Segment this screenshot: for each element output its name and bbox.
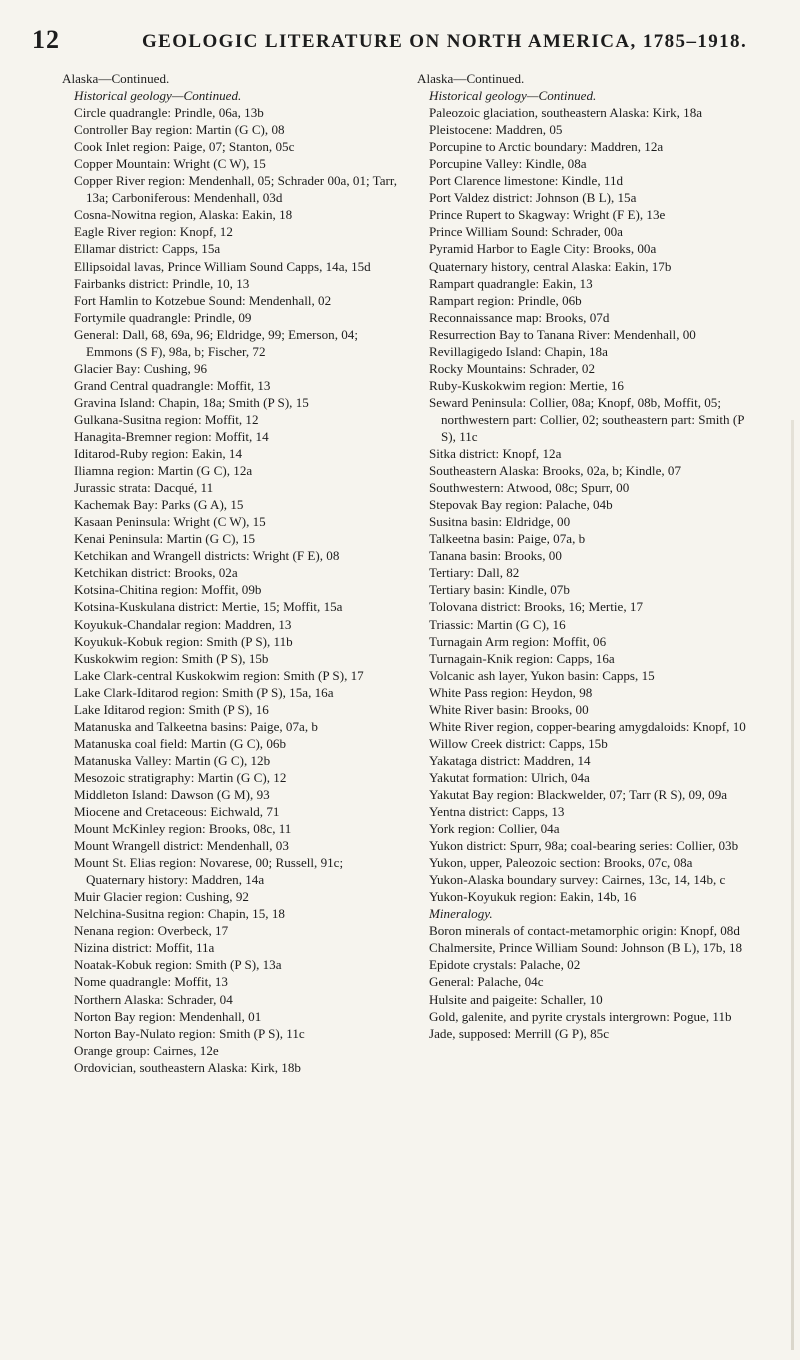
- index-entry: Cook Inlet region: Paige, 07; Stanton, 05c: [74, 139, 295, 155]
- index-entry: Northern Alaska: Schrader, 04: [74, 991, 233, 1007]
- index-entry: Susitna basin: Eldridge, 00: [429, 514, 571, 530]
- index-entry: Orange group: Cairnes, 12e: [74, 1042, 219, 1058]
- index-entry: Ordovician, southeastern Alaska: Kirk, 18b: [74, 1059, 301, 1075]
- index-entry: Tertiary: Dall, 82: [429, 565, 520, 581]
- subsection-heading: Historical geology—Continued.: [74, 88, 242, 104]
- index-entry: Mount Wrangell district: Mendenhall, 03: [74, 838, 289, 854]
- index-entry: Yentna district: Capps, 13: [429, 804, 565, 820]
- index-entry: Kuskokwim region: Smith (P S), 15b: [74, 650, 269, 666]
- index-entry: Paleozoic glaciation, southeastern Alaska: Kirk, 18a: [429, 105, 703, 121]
- index-entry: Volcanic ash layer, Yukon basin: Capps, 15: [429, 667, 655, 683]
- right-column: [417, 70, 765, 1042]
- index-entry: Circle quadrangle: Prindle, 06a, 13b: [74, 105, 264, 121]
- index-entry: Yakutat formation: Ulrich, 04a: [429, 769, 590, 785]
- index-entry: Boron minerals of contact-metamorphic origin: Knopf, 08d: [429, 923, 740, 939]
- subsection-heading: Mineralogy.: [429, 906, 493, 922]
- index-entry: Ellipsoidal lavas, Prince William Sound Capps, 14a, 15d: [74, 258, 371, 274]
- index-entry: Lake Clark-central Kuskokwim region: Smith (P S), 17: [74, 667, 364, 683]
- index-entry: Nome quadrangle: Moffit, 13: [74, 974, 228, 990]
- section-heading: Alaska—Continued.: [62, 71, 170, 86]
- index-entry: Lake Iditarod region: Smith (P S), 16: [74, 701, 269, 717]
- section-heading: Alaska—Continued.: [417, 71, 525, 86]
- subsection-heading: Historical geology—Continued.: [429, 88, 597, 104]
- index-entry: Pleistocene: Maddren, 05: [429, 122, 563, 138]
- index-entry: Tertiary basin: Kindle, 07b: [429, 582, 570, 598]
- index-entry: Nelchina-Susitna region: Chapin, 15, 18: [74, 906, 285, 922]
- index-entry: Koyukuk-Chandalar region: Maddren, 13: [74, 616, 292, 632]
- index-entry: Nizina district: Moffit, 11a: [74, 940, 215, 956]
- index-entry: Reconnaissance map: Brooks, 07d: [429, 309, 610, 325]
- index-entry: Controller Bay region: Martin (G C), 08: [74, 122, 285, 138]
- index-entry: Turnagain-Knik region: Capps, 16a: [429, 650, 615, 666]
- index-entry: Gold, galenite, and pyrite crystals intergrown: Pogue, 11b: [429, 1008, 732, 1024]
- index-entry: Yukon-Alaska boundary survey: Cairnes, 13c, 14, 14b, c: [429, 872, 726, 888]
- index-entry: Matanuska and Talkeetna basins: Paige, 07a, b: [74, 718, 318, 734]
- index-entry: Koyukuk-Kobuk region: Smith (P S), 11b: [74, 633, 293, 649]
- entry-list: [417, 922, 765, 1041]
- index-entry: Rampart region: Prindle, 06b: [429, 292, 582, 308]
- index-entry: Kotsina-Chitina region: Moffit, 09b: [74, 582, 262, 598]
- index-entry: Rocky Mountains: Schrader, 02: [429, 360, 596, 376]
- page-edge-shadow: [791, 420, 794, 1350]
- index-entry: Ketchikan district: Brooks, 02a: [74, 565, 238, 581]
- index-entry: Tanana basin: Brooks, 00: [429, 548, 562, 564]
- left-column: [62, 70, 402, 1076]
- index-entry: Turnagain Arm region: Moffit, 06: [429, 633, 607, 649]
- index-entry: Sitka district: Knopf, 12a: [429, 446, 562, 462]
- index-entry: Fairbanks district: Prindle, 10, 13: [74, 275, 250, 291]
- index-entry: Port Clarence limestone: Kindle, 11d: [429, 173, 624, 189]
- index-entry: Porcupine to Arctic boundary: Maddren, 12a: [429, 139, 664, 155]
- index-entry: Gravina Island: Chapin, 18a; Smith (P S), 15: [74, 394, 309, 410]
- index-entry: Matanuska coal field: Martin (G C), 06b: [74, 735, 286, 751]
- index-entry: Norton Bay region: Mendenhall, 01: [74, 1008, 262, 1024]
- index-entry: Yukon district: Spurr, 98a; coal-bearing series: Collier, 03b: [429, 838, 739, 854]
- index-entry: Iditarod-Ruby region: Eakin, 14: [74, 446, 243, 462]
- index-entry: Yakutat Bay region: Blackwelder, 07; Tarr (R S), 09, 09a: [429, 786, 728, 802]
- index-entry: Copper Mountain: Wright (C W), 15: [74, 156, 266, 172]
- running-title: GEOLOGIC LITERATURE ON NORTH AMERICA, 1785–1918.: [142, 31, 748, 52]
- entry-list: [417, 104, 765, 905]
- index-entry: White River region, copper-bearing amygdaloids: Knopf, 10: [429, 718, 746, 734]
- index-entry: Triassic: Martin (G C), 16: [429, 616, 566, 632]
- index-entry: Iliamna region: Martin (G C), 12a: [74, 463, 253, 479]
- index-entry: Quaternary history, central Alaska: Eakin, 17b: [429, 258, 672, 274]
- index-entry: Resurrection Bay to Tanana River: Mendenhall, 00: [429, 326, 696, 342]
- index-entry: Port Valdez district: Johnson (B L), 15a: [429, 190, 637, 206]
- index-entry: Cosna-Nowitna region, Alaska: Eakin, 18: [74, 207, 293, 223]
- index-entry: Willow Creek district: Capps, 15b: [429, 735, 608, 751]
- index-entry: General: Palache, 04c: [429, 974, 544, 990]
- index-entry: Yakataga district: Maddren, 14: [429, 752, 591, 768]
- index-entry: Ketchikan and Wrangell districts: Wright (F E), 08: [74, 548, 340, 564]
- index-entry: York region: Collier, 04a: [429, 821, 560, 837]
- index-entry: Hulsite and paigeite: Schaller, 10: [429, 991, 603, 1007]
- index-entry: Noatak-Kobuk region: Smith (P S), 13a: [74, 957, 282, 973]
- index-entry: Prince William Sound: Schrader, 00a: [429, 224, 623, 240]
- index-entry: Muir Glacier region: Cushing, 92: [74, 889, 249, 905]
- index-entry: White River basin: Brooks, 00: [429, 701, 589, 717]
- index-entry: Jade, supposed: Merrill (G P), 85c: [429, 1025, 610, 1041]
- page-number: 12: [32, 25, 60, 54]
- index-entry: Matanuska Valley: Martin (G C), 12b: [74, 752, 271, 768]
- index-entry: Ellamar district: Capps, 15a: [74, 241, 221, 257]
- index-entry: Grand Central quadrangle: Moffit, 13: [74, 377, 271, 393]
- entry-list: [62, 104, 402, 1076]
- index-entry: Yukon-Koyukuk region: Eakin, 14b, 16: [429, 889, 637, 905]
- index-entry: Revillagigedo Island: Chapin, 18a: [429, 343, 608, 359]
- index-entry: Kasaan Peninsula: Wright (C W), 15: [74, 514, 266, 530]
- index-entry: Porcupine Valley: Kindle, 08a: [429, 156, 587, 172]
- index-entry: Kotsina-Kuskulana district: Mertie, 15; Moffit, 15a: [74, 599, 343, 615]
- index-entry: Southwestern: Atwood, 08c; Spurr, 00: [429, 480, 630, 496]
- index-entry: Miocene and Cretaceous: Eichwald, 71: [74, 804, 280, 820]
- index-entry: Copper River region: Mendenhall, 05; Schrader 00a, 01; Tarr, 13a; Carboniferous: Mendenhall, 03d: [74, 173, 398, 206]
- index-entry: Nenana region: Overbeck, 17: [74, 923, 229, 939]
- index-entry: Middleton Island: Dawson (G M), 93: [74, 786, 270, 802]
- index-entry: Kenai Peninsula: Martin (G C), 15: [74, 531, 256, 547]
- index-entry: Prince Rupert to Skagway: Wright (F E), 13e: [429, 207, 666, 223]
- index-entry: Mesozoic stratigraphy: Martin (G C), 12: [74, 769, 287, 785]
- index-entry: Yukon, upper, Paleozoic section: Brooks, 07c, 08a: [429, 855, 693, 871]
- index-entry: Chalmersite, Prince William Sound: Johnson (B L), 17b, 18: [429, 940, 743, 956]
- index-entry: Mount St. Elias region: Novarese, 00; Russell, 91c; Quaternary history: Maddren, 14a: [74, 855, 344, 888]
- index-entry: Seward Peninsula: Collier, 08a; Knopf, 08b, Moffit, 05; northwestern part: Collier, 02; southeastern part: Smith (P S), 11c: [429, 394, 745, 444]
- index-entry: Norton Bay-Nulato region: Smith (P S), 11c: [74, 1025, 305, 1041]
- index-entry: Glacier Bay: Cushing, 96: [74, 360, 208, 376]
- index-entry: General: Dall, 68, 69a, 96; Eldridge, 99; Emerson, 04; Emmons (S F), 98a, b; Fischer, 72: [74, 326, 358, 359]
- index-entry: Stepovak Bay region: Palache, 04b: [429, 497, 613, 513]
- index-entry: Gulkana-Susitna region: Moffit, 12: [74, 411, 259, 427]
- index-entry: Fortymile quadrangle: Prindle, 09: [74, 309, 252, 325]
- index-entry: Tolovana district: Brooks, 16; Mertie, 17: [429, 599, 644, 615]
- index-entry: Fort Hamlin to Kotzebue Sound: Mendenhall, 02: [74, 292, 332, 308]
- index-entry: Hanagita-Bremner region: Moffit, 14: [74, 428, 269, 444]
- page-header: [32, 25, 772, 59]
- index-entry: Jurassic strata: Dacqué, 11: [74, 480, 214, 496]
- index-entry: White Pass region: Heydon, 98: [429, 684, 593, 700]
- index-entry: Epidote crystals: Palache, 02: [429, 957, 581, 973]
- index-entry: Eagle River region: Knopf, 12: [74, 224, 233, 240]
- index-entry: Mount McKinley region: Brooks, 08c, 11: [74, 821, 292, 837]
- index-entry: Ruby-Kuskokwim region: Mertie, 16: [429, 377, 624, 393]
- index-entry: Rampart quadrangle: Eakin, 13: [429, 275, 593, 291]
- index-entry: Kachemak Bay: Parks (G A), 15: [74, 497, 244, 513]
- index-entry: Lake Clark-Iditarod region: Smith (P S), 15a, 16a: [74, 684, 334, 700]
- index-entry: Talkeetna basin: Paige, 07a, b: [429, 531, 586, 547]
- index-entry: Pyramid Harbor to Eagle City: Brooks, 00a: [429, 241, 657, 257]
- index-entry: Southeastern Alaska: Brooks, 02a, b; Kindle, 07: [429, 463, 682, 479]
